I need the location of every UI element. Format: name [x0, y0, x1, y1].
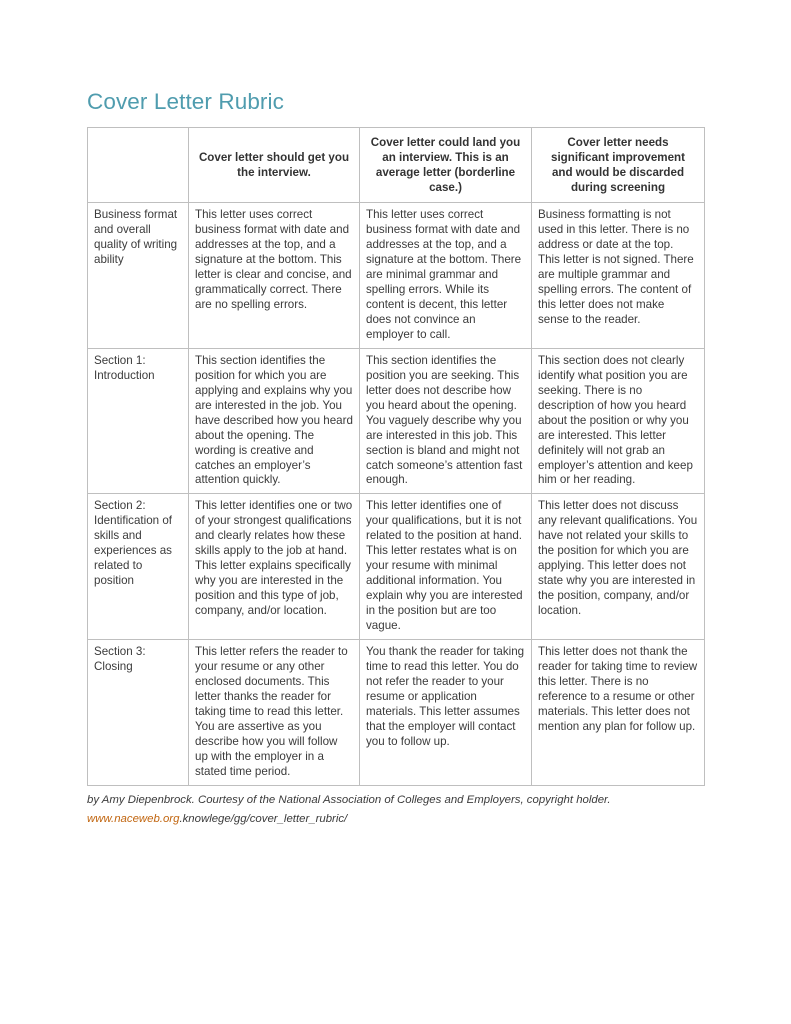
- row-criterion-section-1: Section 1: Introduction: [88, 348, 189, 494]
- table-header: [88, 128, 705, 203]
- cell-section-3-poor: This letter does not thank the reader for taking time to review this letter. There is no reference to a resume or other materials. This letter does not mention any plan for follow up.: [532, 639, 705, 785]
- table-header-row: [88, 128, 705, 203]
- footer-attribution: [87, 792, 704, 829]
- page-title: Cover Letter Rubric: [87, 89, 284, 114]
- cell-section-3-excellent: This letter refers the reader to your resume or any other enclosed documents. This letter thanks the reader for taking time to read this letter. You are assertive as you describe how you will follow up with the employer in a stated time period.: [189, 639, 360, 785]
- cell-section-1-poor: This section does not clearly identify what position you are seeking. There is no description of how you heard about the position or why you are interested. This letter definitely will not grab an employer’s attention and keep him or her reading.: [532, 348, 705, 494]
- row-criterion-section-2: Section 2: Identification of skills and experiences as related to position: [88, 494, 189, 640]
- corner-cell: [88, 128, 189, 203]
- document-content: [87, 88, 704, 829]
- cell-section-3-average: You thank the reader for taking time to read this letter. You do not refer the reader to your resume or application materials. This letter assumes that the employer will contact you to follow up.: [360, 639, 532, 785]
- table-row: [88, 348, 705, 494]
- source-url[interactable]: [87, 811, 704, 829]
- cell-section-2-average: This letter identifies one of your qualifications, but it is not related to the position at hand. This letter restates what is on your resume with minimal additional information. You explain why you are interested in the position but are too vague.: [360, 494, 532, 640]
- source-url-domain[interactable]: www.naceweb.org: [87, 813, 180, 826]
- row-criterion-section-3: Section 3: Closing: [88, 639, 189, 785]
- table-row: [88, 639, 705, 785]
- cell-section-1-excellent: This section identifies the position for which you are applying and explains why you are interested in the job. You have described how you heard about the opening. The wording is creative and catches an employer’s attention quickly.: [189, 348, 360, 494]
- column-header-poor: Cover letter needs significant improvement and would be discarded during screening: [532, 128, 705, 203]
- column-header-average: Cover letter could land you an interview. This is an average letter (borderline case.): [360, 128, 532, 203]
- cell-section-1-average: This section identifies the position you are seeking. This letter does not describe how you heard about the opening. You vaguely describe why you are interested in this job. This section is bland and might not catch someone’s attention fast enough.: [360, 348, 532, 494]
- rubric-table: [87, 127, 705, 786]
- cell-section-2-excellent: This letter identifies one or two of your strongest qualifications and clearly relates how these skills apply to the job at hand. This letter explains specifically why you are interested in the position and this type of job, company, and/or location.: [189, 494, 360, 640]
- cell-business-format-excellent: This letter uses correct business format with date and addresses at the top, and a signature at the bottom. This letter is clear and concise, and grammatically correct. There are no spelling errors.: [189, 203, 360, 349]
- cell-section-2-poor: This letter does not discuss any relevant qualifications. You have not related your skills to the position for which you are applying. This letter does not state why you are interested in the position, company, and/or location.: [532, 494, 705, 640]
- row-criterion-business-format: Business format and overall quality of writing ability: [88, 203, 189, 349]
- table-row: [88, 494, 705, 640]
- cell-business-format-poor: Business formatting is not used in this letter. There is no address or date at the top. This letter is not signed. There are multiple grammar and spelling errors. The content of this letter does not make sense to the reader.: [532, 203, 705, 349]
- column-header-excellent: Cover letter should get you the interview.: [189, 128, 360, 203]
- cell-business-format-average: This letter uses correct business format with date and addresses at the top, and a signature at the bottom. There are minimal grammar and spelling errors. While its content is decent, this letter does not convince an employer to call.: [360, 203, 532, 349]
- table-row: [88, 203, 705, 349]
- source-url-path[interactable]: .knowlege/gg/cover_letter_rubric/: [179, 813, 348, 826]
- table-body: [88, 203, 705, 785]
- credit-line: by Amy Diepenbrock. Courtesy of the National Association of Colleges and Employers, copyright holder.: [87, 793, 611, 806]
